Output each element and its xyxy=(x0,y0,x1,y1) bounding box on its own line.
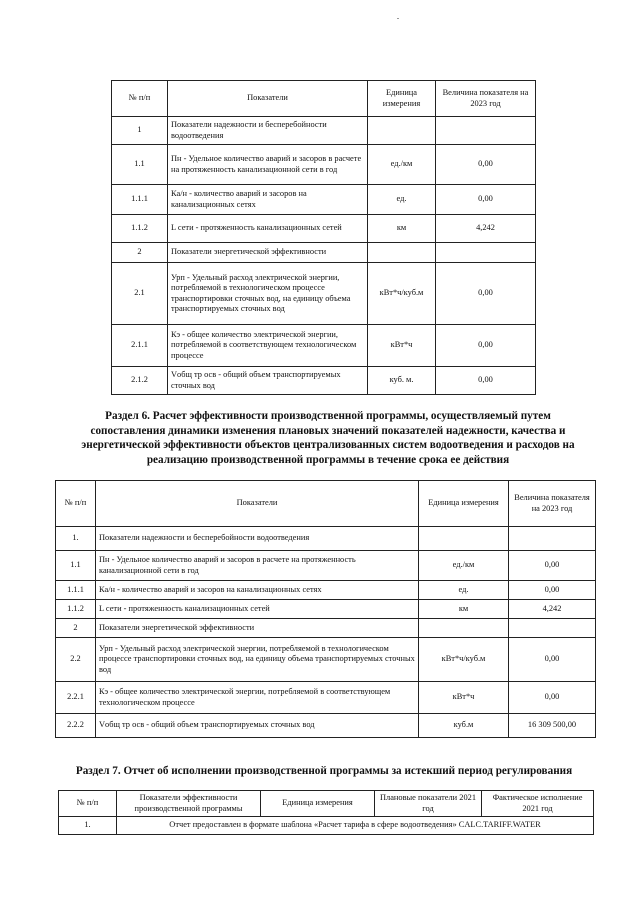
header-unit: Единица измерения xyxy=(368,81,436,117)
indicators-table-1 xyxy=(111,80,536,395)
table-row: 1.1.1 Ка/н - количество аварий и засоров на канализационных сетях ед. 0,00 xyxy=(56,581,596,600)
header-indicators: Показатели xyxy=(168,81,368,117)
table-row: 1. Показатели надежности и бесперебойности водоотведения xyxy=(56,527,596,551)
program-report-table xyxy=(58,790,594,835)
report-note: Отчет предоставлен в формате шаблона «Расчет тарифа в сфере водоотведения» CALC.TARIFF.WATER xyxy=(117,817,594,835)
table-row: 2.1 Урп - Удельный расход электрической энергии, потребляемой в технологическом процессе транспортировки сточных вод, на единицу объема транспортируемых сточных вод кВт*ч/куб.м 0,00 xyxy=(112,263,536,325)
table-row: 2.1.2 Vобщ тр осв - общий объем транспортируемых сточных вод куб. м. 0,00 xyxy=(112,367,536,395)
table-row: 2 Показатели энергетической эффективности xyxy=(56,619,596,638)
table-row: 1.1 Пн - Удельное количество аварий и засоров в расчете на протяженность канализационной сети в год ед./км 0,00 xyxy=(112,145,536,185)
table-row: 1. Отчет предоставлен в формате шаблона «Расчет тарифа в сфере водоотведения» CALC.TARIFF.WATER xyxy=(59,817,594,835)
table-row: 2 Показатели энергетической эффективности xyxy=(112,243,536,263)
table-row: 1.1 Пн - Удельное количество аварий и засоров в расчете на протяженность канализационной сети в год ед./км 0,00 xyxy=(56,551,596,581)
header-num: № п/п xyxy=(56,481,96,527)
table-row: 1 Показатели надежности и бесперебойности водоотведения xyxy=(112,117,536,145)
table-row: 2.1.1 Кэ - общее количество электрической энергии, потребляемой в соответствующем технологическом процессе кВт*ч 0,00 xyxy=(112,325,536,367)
header-value: Величина показателя на 2023 год xyxy=(436,81,536,117)
header-planned: Плановые показатели 2021 год xyxy=(375,791,482,817)
table-row: 1.1.2 L сети - протяженность канализационных сетей км 4,242 xyxy=(56,600,596,619)
header-num: № п/п xyxy=(112,81,168,117)
section-7-title: Раздел 7. Отчет об исполнении производственной программы за истекший период регулирования xyxy=(75,765,573,777)
header-value: Величина показателя на 2023 год xyxy=(509,481,596,527)
table-row: 2.2.1 Кэ - общее количество электрической энергии, потребляемой в соответствующем технологическом процессе кВт*ч 0,00 xyxy=(56,682,596,714)
table-row: 1.1.1 Ка/н - количество аварий и засоров на канализационных сетях ед. 0,00 xyxy=(112,185,536,215)
header-num: № п/п xyxy=(59,791,117,817)
section-6-title: Раздел 6. Расчет эффективности производственной программы, осуществляемый путем сопоставления динамики изменения плановых значений показателей надежности, качества и энергетической эффективности объектов централизованных систем водоотведения и расходов на реализацию производственной программы в течение срока ее действия xyxy=(81,410,575,466)
header-unit: Единица измерения xyxy=(419,481,509,527)
indicators-table-2 xyxy=(55,480,596,738)
header-unit: Единица измерения xyxy=(261,791,375,817)
header-actual: Фактическое исполнение 2021 год xyxy=(482,791,594,817)
table-row: 1.1.2 L сети - протяженность канализационных сетей км 4,242 xyxy=(112,215,536,243)
table-row: 2.2.2 Vобщ тр осв - общий объем транспортируемых сточных вод куб.м 16 309 500,00 xyxy=(56,714,596,738)
scan-artifact xyxy=(397,18,399,19)
table-row: 2.2 Урп - Удельный расход электрической энергии, потребляемой в технологическом процессе транспортировки сточных вод, на единицу объема транспортируемых сточных вод кВт*ч/куб.м 0,00 xyxy=(56,638,596,682)
header-indicators: Показатели xyxy=(96,481,419,527)
header-indicators: Показатели эффективности производственной программы xyxy=(117,791,261,817)
